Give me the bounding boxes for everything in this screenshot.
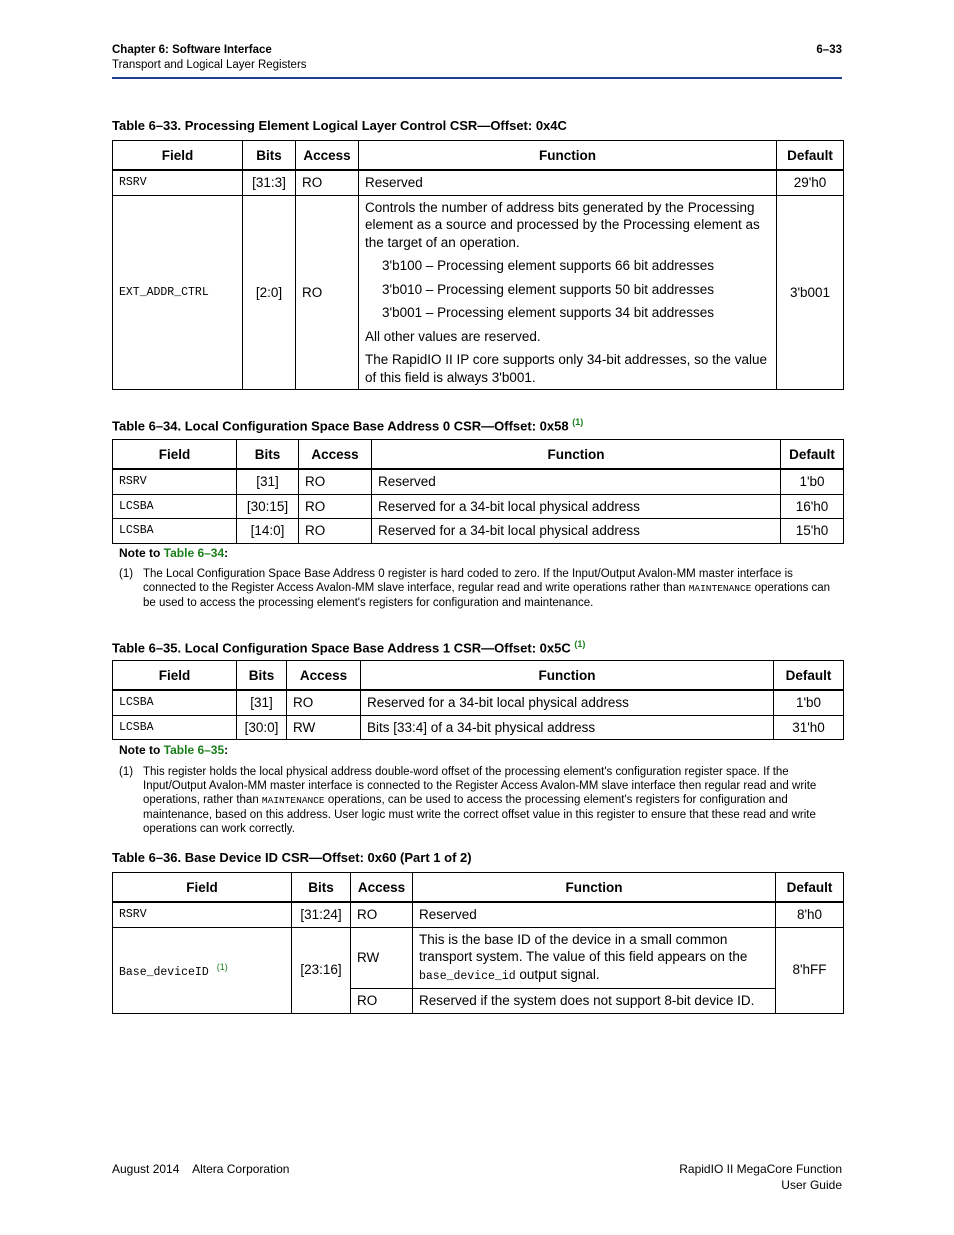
caption-text: Table 6–35. Local Configuration Space Base Address 1 CSR—Offset: 0x5C bbox=[112, 640, 571, 656]
access-cell: RO bbox=[287, 690, 361, 715]
footer-right bbox=[679, 1161, 842, 1193]
table-6-33-caption bbox=[112, 118, 567, 133]
table-link[interactable]: Table 6–34 bbox=[163, 546, 225, 560]
function-other: All other values are reserved. bbox=[365, 328, 541, 344]
caption-text: Table 6–34. Local Configuration Space Base Address 0 CSR—Offset: 0x58 bbox=[112, 418, 569, 434]
col-field: Field bbox=[113, 141, 243, 171]
field-name: Base_deviceID bbox=[119, 965, 209, 979]
note-label: Note to bbox=[119, 743, 164, 757]
table-6-34 bbox=[112, 439, 844, 544]
function-cell: Reserved for a 34-bit local physical address bbox=[372, 494, 781, 519]
note-text-a: The Local Configuration Space Base Address 0 register is hard coded to zero. If the Input/Output Avalon-MM master interface is connected to the Register Access Avalon-MM slave interface, regular read and write operations rather than bbox=[143, 568, 793, 594]
field-cell: RSRV bbox=[113, 469, 237, 494]
function-option: 3'b010 – Processing element supports 50 bit addresses bbox=[382, 281, 715, 297]
caption-footnote-ref[interactable]: (1) bbox=[574, 639, 586, 649]
access-cell: RO bbox=[299, 469, 372, 494]
bits-cell: [31:24] bbox=[292, 902, 351, 927]
table-row bbox=[113, 902, 844, 927]
caption-text: Table 6–33. Processing Element Logical Layer Control CSR—Offset: 0x4C bbox=[112, 118, 567, 133]
note-text bbox=[143, 765, 841, 836]
bits-cell: [14:0] bbox=[237, 519, 299, 544]
table-6-34-note-heading bbox=[119, 546, 228, 560]
function-cell: Reserved if the system does not support 8-bit device ID. bbox=[413, 989, 776, 1014]
bits-cell: [30:15] bbox=[237, 494, 299, 519]
footer-product: RapidIO II MegaCore Function bbox=[679, 1162, 842, 1176]
note-code: MAINTENANCE bbox=[261, 795, 325, 806]
table-6-34-note bbox=[119, 567, 841, 610]
function-note: The RapidIO II IP core supports only 34-bit addresses, so the value of this field is always 3'b001. bbox=[365, 352, 767, 385]
table-6-35-note-heading bbox=[119, 743, 228, 757]
table-header-row bbox=[113, 873, 844, 903]
default-cell: 31'h0 bbox=[774, 715, 844, 740]
note-number: (1) bbox=[119, 568, 134, 580]
function-intro: Controls the number of address bits generated by the Processing element as a source and processed by the Processing element as the target of an operation. bbox=[365, 199, 760, 250]
access-cell: RO bbox=[351, 902, 413, 927]
col-function: Function bbox=[372, 440, 781, 470]
default-cell: 16'h0 bbox=[781, 494, 844, 519]
table-row bbox=[113, 927, 844, 989]
col-field: Field bbox=[113, 661, 237, 691]
col-field: Field bbox=[113, 873, 292, 903]
table-header-row bbox=[113, 440, 844, 470]
field-cell bbox=[113, 927, 292, 1013]
function-cell: Reserved bbox=[359, 170, 777, 195]
table-6-35-caption bbox=[112, 639, 585, 655]
field-cell: RSRV bbox=[113, 902, 292, 927]
col-default: Default bbox=[774, 661, 844, 691]
header-rule bbox=[112, 77, 842, 79]
field-footnote-ref[interactable]: (1) bbox=[216, 961, 228, 972]
default-cell: 1'b0 bbox=[774, 690, 844, 715]
table-header-row bbox=[113, 141, 844, 171]
field-cell: EXT_ADDR_CTRL bbox=[113, 195, 243, 390]
field-cell: RSRV bbox=[113, 170, 243, 195]
col-default: Default bbox=[777, 141, 844, 171]
note-label: Note to bbox=[119, 546, 164, 560]
default-cell: 1'b0 bbox=[781, 469, 844, 494]
function-text-b: output signal. bbox=[515, 966, 600, 982]
table-row bbox=[113, 170, 844, 195]
function-option: 3'b100 – Processing element supports 66 bit addresses bbox=[382, 258, 715, 273]
table-6-35 bbox=[112, 660, 844, 740]
table-6-33 bbox=[112, 140, 844, 390]
table-6-34-caption bbox=[112, 417, 583, 433]
table-6-35-note bbox=[119, 765, 841, 836]
function-cell: Reserved for a 34-bit local physical address bbox=[361, 690, 774, 715]
function-cell: Reserved bbox=[372, 469, 781, 494]
field-cell: LCSBA bbox=[113, 494, 237, 519]
note-code: MAINTENANCE bbox=[688, 583, 752, 594]
caption-text: Table 6–36. Base Device ID CSR—Offset: 0x60 (Part 1 of 2) bbox=[112, 850, 472, 865]
table-row bbox=[113, 469, 844, 494]
col-bits: Bits bbox=[237, 661, 287, 691]
chapter-title: Chapter 6: Software Interface bbox=[112, 44, 272, 56]
default-cell: 8'hFF bbox=[776, 927, 844, 1013]
note-text-b: operations, can be used to access the processing element's registers for configuration and maintenance, based on this address. User logic must write the correct offset value in this register to ensure that these read and write operations can work correctly. bbox=[143, 794, 816, 835]
table-link[interactable]: Table 6–35 bbox=[163, 743, 225, 757]
access-cell: RO bbox=[296, 170, 359, 195]
col-access: Access bbox=[299, 440, 372, 470]
note-colon: : bbox=[224, 743, 229, 757]
bits-cell: [31] bbox=[237, 690, 287, 715]
default-cell: 15'h0 bbox=[781, 519, 844, 544]
bits-cell: [23:16] bbox=[292, 927, 351, 1013]
bits-cell: [31] bbox=[237, 469, 299, 494]
note-number: (1) bbox=[119, 766, 134, 778]
footer-left bbox=[112, 1161, 289, 1177]
default-cell: 29'h0 bbox=[777, 170, 844, 195]
field-cell: LCSBA bbox=[113, 715, 237, 740]
page-header bbox=[112, 43, 842, 73]
function-cell bbox=[359, 195, 777, 390]
table-6-36-caption bbox=[112, 850, 472, 865]
function-cell: Bits [33:4] of a 34-bit physical address bbox=[361, 715, 774, 740]
table-header-row bbox=[113, 661, 844, 691]
function-cell: Reserved for a 34-bit local physical address bbox=[372, 519, 781, 544]
access-cell: RO bbox=[299, 519, 372, 544]
default-cell: 3'b001 bbox=[777, 195, 844, 390]
section-title: Transport and Logical Layer Registers bbox=[112, 59, 307, 71]
function-option: 3'b001 – Processing element supports 34 bit addresses bbox=[382, 305, 715, 320]
table-row bbox=[113, 195, 844, 390]
col-function: Function bbox=[413, 873, 776, 903]
col-bits: Bits bbox=[237, 440, 299, 470]
table-6-36 bbox=[112, 872, 844, 1014]
default-cell: 8'h0 bbox=[776, 902, 844, 927]
col-access: Access bbox=[287, 661, 361, 691]
col-function: Function bbox=[359, 141, 777, 171]
col-function: Function bbox=[361, 661, 774, 691]
signal-name: base_device_id bbox=[419, 969, 516, 983]
footer-date-company: August 2014 Altera Corporation bbox=[112, 1162, 290, 1176]
footer-doc-type: User Guide bbox=[781, 1178, 842, 1192]
note-colon: : bbox=[224, 546, 229, 560]
function-cell bbox=[413, 927, 776, 989]
bits-cell: [2:0] bbox=[243, 195, 296, 390]
bits-cell: [30:0] bbox=[237, 715, 287, 740]
access-cell: RW bbox=[351, 927, 413, 989]
note-text-b: operations can be used to access the processing element's registers for configuration and maintenance. bbox=[143, 582, 831, 609]
caption-footnote-ref[interactable]: (1) bbox=[572, 417, 584, 427]
col-field: Field bbox=[113, 440, 237, 470]
note-text-a: This register holds the local physical address double-word offset of the processing element's configuration register space. If the Input/Output Avalon-MM master interface is connected to the Register Access Avalon-MM slave interface then regular read and write operations, rather than bbox=[143, 766, 817, 806]
col-access: Access bbox=[351, 873, 413, 903]
table-row bbox=[113, 494, 844, 519]
col-default: Default bbox=[776, 873, 844, 903]
table-row bbox=[113, 715, 844, 740]
access-cell: RO bbox=[296, 195, 359, 390]
function-cell: Reserved bbox=[413, 902, 776, 927]
function-text-a: This is the base ID of the device in a small common transport system. The value of this field appears on the bbox=[419, 931, 748, 964]
page-number: 6–33 bbox=[816, 44, 842, 56]
field-cell: LCSBA bbox=[113, 519, 237, 544]
col-bits: Bits bbox=[243, 141, 296, 171]
col-bits: Bits bbox=[292, 873, 351, 903]
note-text bbox=[143, 567, 841, 610]
table-row bbox=[113, 690, 844, 715]
table-row bbox=[113, 519, 844, 544]
access-cell: RO bbox=[299, 494, 372, 519]
bits-cell: [31:3] bbox=[243, 170, 296, 195]
col-default: Default bbox=[781, 440, 844, 470]
access-cell: RO bbox=[351, 989, 413, 1014]
access-cell: RW bbox=[287, 715, 361, 740]
field-cell: LCSBA bbox=[113, 690, 237, 715]
col-access: Access bbox=[296, 141, 359, 171]
